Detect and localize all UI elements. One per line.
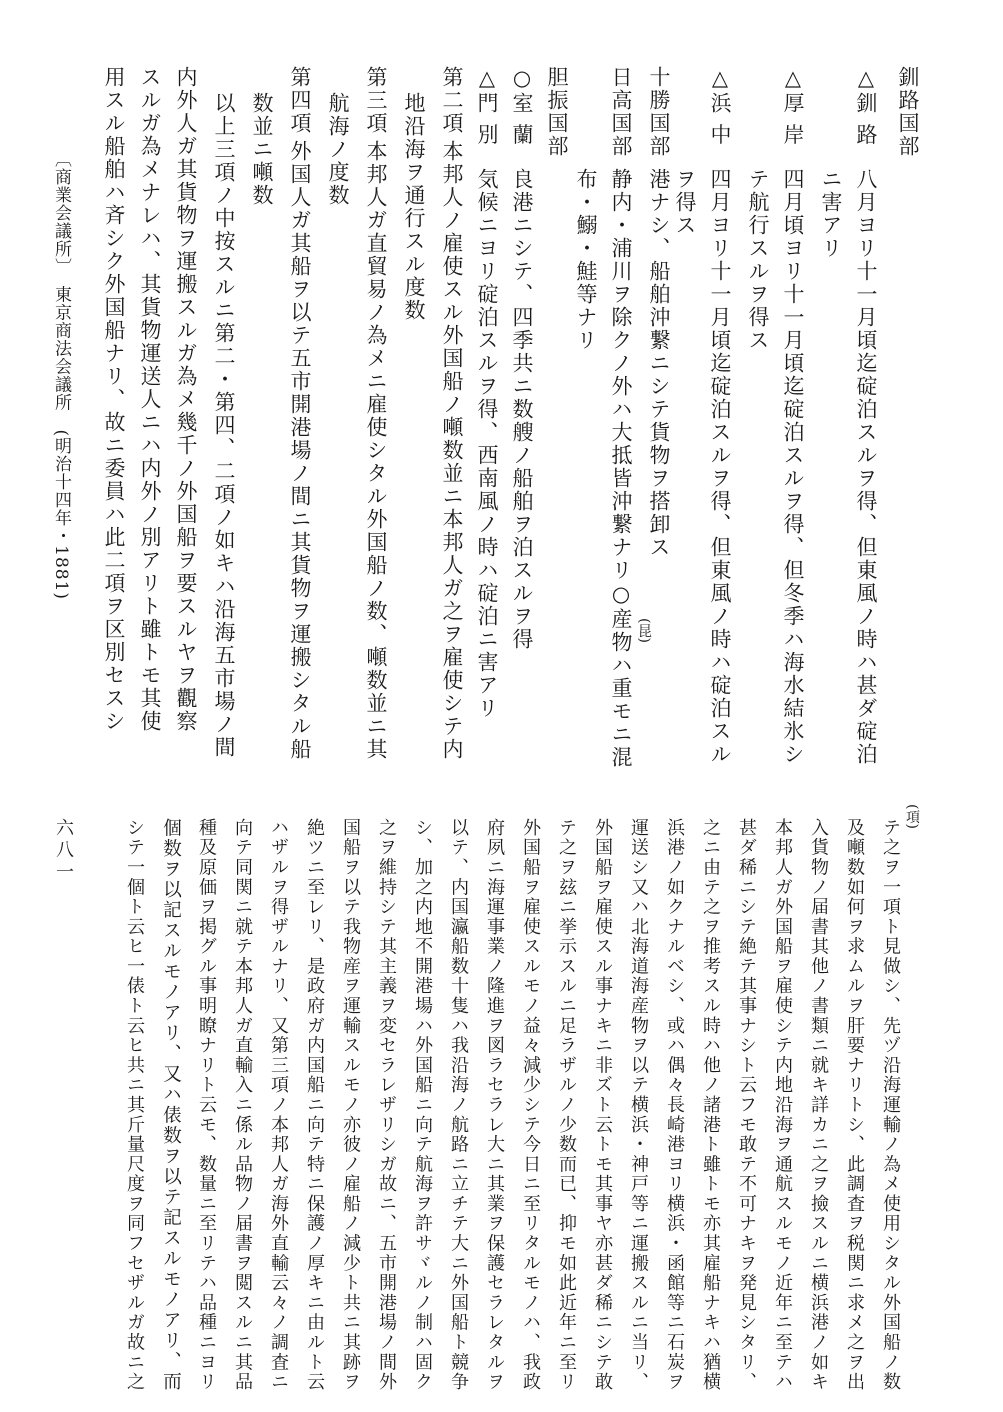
- lower-line-1: テ之ヲ一項ト見做シ、先ヅ沿海運輸ノ為メ使用シタル外国船ノ数: [880, 818, 901, 1392]
- lower-line-14: シ、加之内地不開港場ハ外国船ニ向テ航海ヲ許サヾルノ制ハ固ク: [412, 818, 433, 1392]
- header-muroran: ○室 蘭: [510, 66, 534, 147]
- lower-line-8: 運送シ又ハ北海道海産物ヲ以テ横浜・神戸等ニ運搬スルニ当リ、: [628, 818, 649, 1392]
- upper-line-7: 港ナシ、船舶沖繋ニシテ貨物ヲ搭卸ス: [647, 168, 671, 559]
- lower-line-19: 向テ同関ニ就テ本邦人ガ直輸入ニ係ル品物ノ届書ヲ閲スルニ其品: [232, 818, 253, 1392]
- lower-line-2: 及噸数如何ヲ求ムルヲ肝要ナリトシ、此調査ヲ税関ニ求メ之ヲ出: [844, 818, 865, 1392]
- upper-line-3: 四月頃ヨリ十一月頃迄碇泊スルヲ得、但冬季ハ海水結氷シ: [781, 168, 805, 766]
- running-footer: 〔商業会議所〕 東京商法会議所 (明治十四年・1881): [51, 150, 71, 601]
- upper-line-9: 布・鰯・鮭等ナリ: [574, 168, 598, 352]
- lower-line-9: 外国船ヲ雇使スル事ナキニ非ズト云トモ其事ヤ亦甚ダ稀ニシテ敢: [592, 818, 613, 1392]
- upper-line-8: 静内・浦川ヲ除クノ外ハ大抵皆沖繋ナリ○産物ハ重モニ混: [609, 168, 633, 769]
- header-item-four: 第四項: [288, 66, 312, 135]
- header-item-two: 第二項: [440, 66, 464, 135]
- lower-line-21: 個数ヲ以記スルモノアリ、又ハ俵数ヲ以テ記スルモノアリ、而: [160, 818, 181, 1392]
- lower-line-16: 国船ヲ以テ我物産ヲ運輸スルモノ亦彼ノ雇船ノ減少ト共ニ其跡ヲ: [340, 818, 361, 1392]
- upper-line-19: 内外人ガ其貨物ヲ運搬スルガ為メ幾千ノ外国船ヲ要スルヤヲ觀察: [174, 66, 198, 733]
- upper-line-14: 本邦人ガ直貿易ノ為メニ雇使シタル外国船ノ数、噸数並ニ其: [364, 140, 388, 761]
- lower-line-22: シテ一個ト云ヒ一俵ト云ヒ共ニ其斤量尺度ヲ同フセザルガ故ニ之: [124, 818, 145, 1392]
- upper-line-10: 良港ニシテ、四季共ニ数艘ノ船舶ヲ泊スルヲ得: [510, 168, 534, 651]
- upper-line-13: 地沿海ヲ通行スル度数: [402, 92, 426, 322]
- lower-line-13: 以テ、内国瀛船数十隻ハ我沿海ノ航路ニ立チテ大ニ外国船ト競争: [448, 818, 469, 1392]
- page-number: 六八一: [53, 818, 74, 884]
- lower-line-12: 府夙ニ海運事業ノ隆進ヲ図ラセラレ大ニ其業ヲ保護セラレタルヲ: [484, 818, 505, 1392]
- lower-line-10: テ之ヲ玆ニ挙示スルニ足ラザルノ少数而已、抑モ如此近年ニ至リ: [556, 818, 577, 1392]
- upper-line-4: テ航行スルヲ得ス: [746, 168, 770, 352]
- ruby-kon: (昆): [636, 618, 652, 643]
- header-hidaka-province: 日高国部: [609, 66, 633, 158]
- lower-line-20: 種及原価ヲ掲グル事明瞭ナリト云モ、数量ニ至リテハ品種ニヨリ: [196, 818, 217, 1392]
- upper-line-11: 気候ニヨリ碇泊スルヲ得、西南風ノ時ハ碇泊ニ害アリ: [475, 168, 499, 720]
- header-hamanaka: △浜 中: [708, 66, 732, 147]
- lower-line-6: 之ニ由テ之ヲ推考スル時ハ他ノ諸港ト雖トモ亦其雇船ナキハ猶横: [700, 818, 721, 1392]
- upper-line-5: 四月ヨリ十一月頃迄碇泊スルヲ得、但東風ノ時ハ碇泊スル: [708, 168, 732, 766]
- lower-line-3: 入貨物ノ届書其他ノ書類ニ就キ詳カニ之ヲ撿スルニ横浜港ノ如キ: [808, 818, 829, 1392]
- header-akkeshi: △厚 岸: [781, 66, 805, 147]
- header-kushiro-province: 釧路国部: [896, 66, 920, 158]
- lower-line-11: 外国船ヲ雇使スルモノ益々減少シテ今日ニ至リタルモノハ、我政: [520, 818, 541, 1392]
- upper-line-20: スルガ為メナレハ、其貨物運送人ニハ内外ノ別アリト雖トモ其使: [138, 66, 162, 733]
- header-iburi-province: 胆振国部: [545, 66, 569, 158]
- upper-line-17: 数並ニ噸数: [250, 92, 274, 207]
- lower-line-5: 甚ダ稀ニシテ絶テ其事ナシト云フモ敢テ不可ナキヲ発見シタリ、: [736, 818, 757, 1392]
- upper-line-1: 八月ヨリ十一月頃迄碇泊スルヲ得、但東風ノ時ハ甚ダ碇泊: [854, 168, 878, 766]
- header-monbetsu: △門 別: [475, 66, 499, 147]
- upper-line-18: 以上三項ノ中按スルニ第二・第四、二項ノ如キハ沿海五市場ノ間: [212, 92, 236, 759]
- upper-line-15: 航海ノ度数: [326, 92, 350, 207]
- lower-line-18: ハザルヲ得ザルナリ、又第三項ノ本邦人ガ海外直輸云々ノ調査ニ: [268, 818, 289, 1392]
- upper-line-21: 用スル船舶ハ斉シク外国船ナリ、故ニ委員ハ此二項ヲ区別セスシ: [102, 66, 126, 733]
- lower-line-7: 浜港ノ如クナルベシ、或ハ偶々長崎港ヨリ横浜・函館等ニ石炭ヲ: [664, 818, 685, 1392]
- upper-line-6: ヲ得ス: [673, 168, 697, 237]
- lower-line-15: 之ヲ維持シテ其主義ヲ変セラレザリシガ故ニ、五市開港場ノ間外: [376, 818, 397, 1392]
- header-tokachi-province: 十勝国部: [647, 66, 671, 158]
- upper-line-16: 外国人ガ其船ヲ以テ五市開港場ノ間ニ其貨物ヲ運搬シタル船: [288, 140, 312, 761]
- header-item-three: 第三項: [364, 66, 388, 135]
- header-kushiro: △釧 路: [854, 66, 878, 147]
- lower-line-4: 本邦人ガ外国船ヲ雇使シテ内地沿海ヲ通航スルモノ近年ニ至テハ: [772, 818, 793, 1392]
- upper-line-2: ニ害アリ: [819, 168, 843, 260]
- upper-line-12: 本邦人ノ雇使スル外国船ノ噸数並ニ本邦人ガ之ヲ雇使シテ内: [440, 140, 464, 761]
- lower-line-17: 絶ツニ至レリ、是政府ガ内国船ニ向テ特ニ保護ノ厚キニ由ルト云: [304, 818, 325, 1392]
- ruby-kou: (項): [904, 804, 920, 829]
